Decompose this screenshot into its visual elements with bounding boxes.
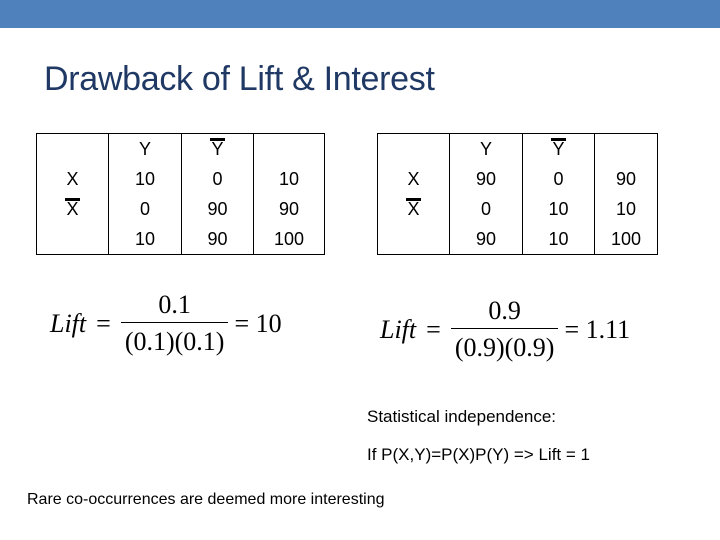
formula-result: = 1.11	[564, 314, 631, 344]
formula-numerator: 0.1	[158, 290, 191, 319]
table-cell: 90	[450, 164, 523, 194]
table-cell: 90	[254, 194, 325, 224]
formula-fraction	[121, 290, 229, 357]
table-cell: 0	[450, 194, 523, 224]
table-cell	[254, 134, 325, 165]
table-cell: 100	[254, 224, 325, 255]
formula-result: = 10	[234, 308, 282, 338]
formula-numerator: 0.9	[488, 296, 521, 325]
table-cell: Y	[109, 134, 182, 165]
table-cell: 0	[523, 164, 595, 194]
slide-title: Drawback of Lift & Interest	[44, 60, 435, 98]
formula-lhs: Lift	[380, 314, 417, 344]
table-row	[37, 164, 325, 194]
rare-cooccurrence-note: Rare co-occurrences are deemed more interesting	[27, 491, 385, 508]
table-cell	[378, 224, 450, 255]
table-cell: X	[37, 164, 109, 194]
table-cell: Y	[450, 134, 523, 165]
y-bar-label: Y	[552, 139, 565, 159]
y-bar-label: Y	[211, 139, 224, 159]
table-cell: 10	[523, 224, 595, 255]
table-cell: 90	[182, 224, 254, 255]
formula-denominator: (0.1)(0.1)	[121, 322, 229, 357]
table-header-row	[37, 134, 325, 165]
table-cell	[378, 194, 450, 224]
table-header-row	[378, 134, 658, 165]
table-cell: 10	[254, 164, 325, 194]
table-row	[378, 164, 658, 194]
x-bar-label: X	[66, 199, 79, 219]
formula-equals: =	[96, 308, 111, 338]
table-cell	[37, 194, 109, 224]
independence-heading: Statistical independence:	[367, 407, 557, 426]
table-cell: 90	[182, 194, 254, 224]
table-cell	[595, 134, 658, 165]
x-bar-label: X	[407, 199, 420, 219]
table-cell	[378, 134, 450, 165]
table-cell	[182, 134, 254, 165]
table-cell: 90	[450, 224, 523, 255]
formula-equals: =	[426, 314, 441, 344]
table-cell: 10	[109, 164, 182, 194]
top-accent-bar	[0, 0, 720, 28]
table-cell	[523, 134, 595, 165]
contingency-table-left	[36, 133, 325, 255]
table-cell: 0	[109, 194, 182, 224]
table-cell: 10	[595, 194, 658, 224]
formula-lhs: Lift	[50, 308, 87, 338]
table-row	[378, 194, 658, 224]
table-row	[37, 194, 325, 224]
table-cell	[37, 224, 109, 255]
table-cell: X	[378, 164, 450, 194]
table-cell: 0	[182, 164, 254, 194]
table-row	[37, 224, 325, 255]
formula-denominator: (0.9)(0.9)	[451, 328, 559, 363]
table-cell: 10	[523, 194, 595, 224]
contingency-table-right	[377, 133, 658, 255]
table-row	[378, 224, 658, 255]
table-cell: 10	[109, 224, 182, 255]
table-cell	[37, 134, 109, 165]
lift-formula-right	[380, 296, 630, 363]
table-cell: 100	[595, 224, 658, 255]
table-cell: 90	[595, 164, 658, 194]
independence-rule: If P(X,Y)=P(X)P(Y) => Lift = 1	[367, 445, 590, 464]
formula-fraction	[451, 296, 559, 363]
lift-formula-left	[50, 290, 282, 357]
